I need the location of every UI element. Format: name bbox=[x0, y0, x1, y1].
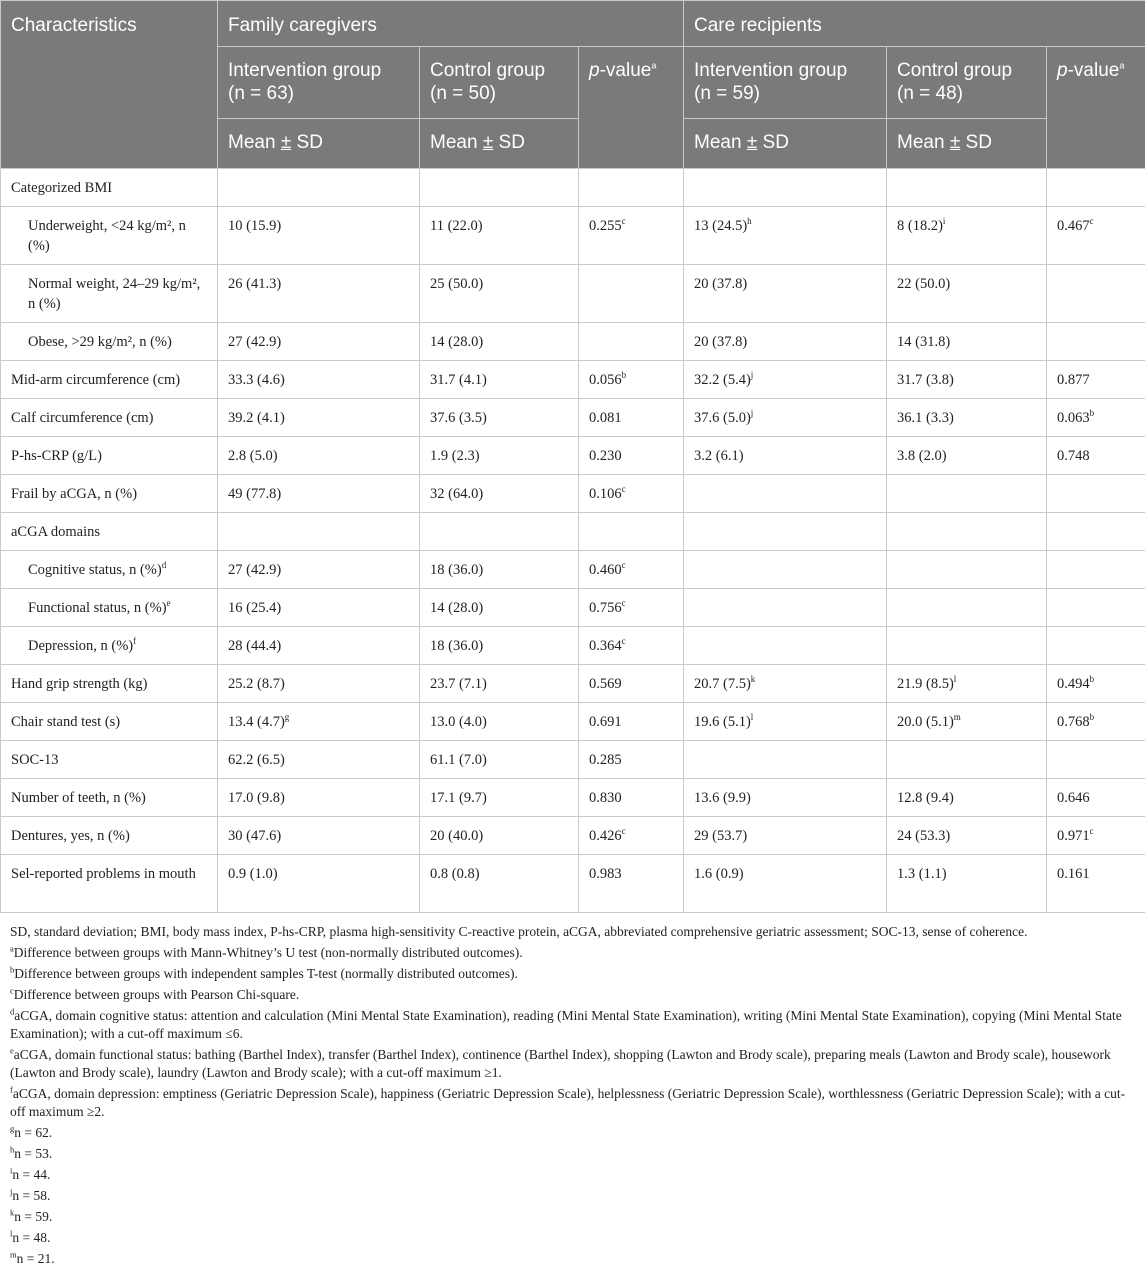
table-row bbox=[1, 513, 1145, 551]
table-cell bbox=[1047, 589, 1145, 627]
table-cell: 22 (50.0) bbox=[887, 265, 1047, 323]
header-mean-sd: Mean ± SD bbox=[420, 119, 579, 169]
table-cell: 29 (53.7) bbox=[684, 817, 887, 855]
table-cell: 12.8 (9.4) bbox=[887, 779, 1047, 817]
table-cell bbox=[684, 741, 887, 779]
table-cell: 20 (37.8) bbox=[684, 265, 887, 323]
row-label: Categorized BMI bbox=[1, 169, 218, 207]
row-label: Calf circumference (cm) bbox=[1, 399, 218, 437]
header-fc-intervention: Intervention group (n = 63) bbox=[218, 47, 420, 119]
table-cell: 1.3 (1.1) bbox=[887, 855, 1047, 913]
table-row bbox=[1, 817, 1145, 855]
header-mean-sd: Mean ± SD bbox=[218, 119, 420, 169]
row-label: aCGA domains bbox=[1, 513, 218, 551]
table-cell bbox=[684, 589, 887, 627]
row-label: Cognitive status, n (%)$^d$ bbox=[1, 551, 218, 589]
footnote-list bbox=[10, 944, 1135, 1268]
table-body bbox=[1, 169, 1145, 913]
table-cell bbox=[1047, 627, 1145, 665]
table-cell bbox=[1047, 265, 1145, 323]
header-family-caregivers: Family caregivers bbox=[218, 1, 684, 47]
table-cell bbox=[579, 169, 684, 207]
table-row bbox=[1, 265, 1145, 323]
table-row bbox=[1, 855, 1145, 913]
table-cell bbox=[1047, 551, 1145, 589]
header-mean-sd: Mean ± SD bbox=[887, 119, 1047, 169]
table-cell bbox=[579, 513, 684, 551]
footnote-item: $^m$n = 21. bbox=[10, 1249, 55, 1266]
table-cell: 0.285 bbox=[579, 741, 684, 779]
table-cell bbox=[684, 475, 887, 513]
header-cr-p-value: p-value$^a$ bbox=[1047, 47, 1145, 169]
table-cell: 19.6 $(5.1)^l$ bbox=[684, 703, 887, 741]
table-cell bbox=[579, 265, 684, 323]
table-cell bbox=[684, 551, 887, 589]
table-cell: 37.6 $(5.0)^j$ bbox=[684, 399, 887, 437]
header-fc-control: Control group (n = 50) bbox=[420, 47, 579, 119]
table-cell: 20.7 $(7.5)^k$ bbox=[684, 665, 887, 703]
row-label: Mid-arm circumference (cm) bbox=[1, 361, 218, 399]
table-cell: 0.364$^c$ bbox=[579, 627, 684, 665]
table-cell bbox=[684, 513, 887, 551]
table-cell bbox=[218, 513, 420, 551]
table-cell: 3.8 (2.0) bbox=[887, 437, 1047, 475]
footnote-item: $^d$aCGA, domain cognitive status: attention and calculation (Mini Mental State Examination), reading (Mini Mental State Examination), writing (Mini Mental State Examination), copying (Mini Mental State Examination); with a cut-off maximum ≤6. bbox=[10, 1006, 1122, 1041]
footnote-item: $^f$aCGA, domain depression: emptiness (Geriatric Depression Scale), happiness (Geriatric Depression Scale), helplessness (Geriatric Depression Scale), worthlessness (Geriatric Depression Scale); with a cut-off maximum ≥2. bbox=[10, 1084, 1126, 1119]
table-cell: 37.6 (3.5) bbox=[420, 399, 579, 437]
table-cell: 33.3 (4.6) bbox=[218, 361, 420, 399]
table-cell bbox=[684, 169, 887, 207]
table-cell bbox=[218, 169, 420, 207]
table-cell: 30 (47.6) bbox=[218, 817, 420, 855]
table-cell: 18 (36.0) bbox=[420, 627, 579, 665]
table-cell: 31.7 (3.8) bbox=[887, 361, 1047, 399]
table-row bbox=[1, 437, 1145, 475]
table-cell bbox=[887, 589, 1047, 627]
table-cell: 16 (25.4) bbox=[218, 589, 420, 627]
table-cell: 62.2 (6.5) bbox=[218, 741, 420, 779]
table-cell: 8 $(18.2)^i$ bbox=[887, 207, 1047, 265]
header-cr-intervention: Intervention group (n = 59) bbox=[684, 47, 887, 119]
row-label: Sel-reported problems in mouth bbox=[1, 855, 218, 913]
row-label: Chair stand test (s) bbox=[1, 703, 218, 741]
table-cell bbox=[579, 323, 684, 361]
table-row bbox=[1, 551, 1145, 589]
table-cell: 11 (22.0) bbox=[420, 207, 579, 265]
table-row bbox=[1, 475, 1145, 513]
table-cell: 0.467$^c$ bbox=[1047, 207, 1145, 265]
table-cell bbox=[887, 475, 1047, 513]
row-label: SOC-13 bbox=[1, 741, 218, 779]
footnote-abbreviations: SD, standard deviation; BMI, body mass index, P-hs-CRP, plasma high-sensitivity C-reactive protein, aCGA, abbreviated comprehensive geriatric assessment; SOC-13, sense of coherence. bbox=[10, 924, 1028, 939]
table-cell: 20.0 $(5.1)^m$ bbox=[887, 703, 1047, 741]
table-cell: 14 (28.0) bbox=[420, 589, 579, 627]
table-cell: 0.691 bbox=[579, 703, 684, 741]
table-row bbox=[1, 779, 1145, 817]
header-cr-control: Control group (n = 48) bbox=[887, 47, 1047, 119]
table-cell: 36.1 (3.3) bbox=[887, 399, 1047, 437]
table-cell: 3.2 (6.1) bbox=[684, 437, 887, 475]
table-cell: 49 (77.8) bbox=[218, 475, 420, 513]
table-cell: 0.768$^b$ bbox=[1047, 703, 1145, 741]
table-cell: 0.426$^c$ bbox=[579, 817, 684, 855]
table-cell: 0.748 bbox=[1047, 437, 1145, 475]
table-cell: 10 (15.9) bbox=[218, 207, 420, 265]
table-footnotes bbox=[0, 913, 1145, 1268]
row-label: P-hs-CRP (g/L) bbox=[1, 437, 218, 475]
table-cell: 39.2 (4.1) bbox=[218, 399, 420, 437]
footnote-item: $^a$Difference between groups with Mann-Whitney’s U test (non-normally distributed outcomes). bbox=[10, 943, 523, 960]
table-cell: 20 (40.0) bbox=[420, 817, 579, 855]
header-characteristics: Characteristics bbox=[1, 1, 218, 169]
table-row bbox=[1, 665, 1145, 703]
table-cell: 0.230 bbox=[579, 437, 684, 475]
table-cell: 1.6 (0.9) bbox=[684, 855, 887, 913]
table-cell bbox=[420, 513, 579, 551]
table-row bbox=[1, 323, 1145, 361]
table-cell bbox=[887, 627, 1047, 665]
row-label: Normal weight, 24–29 kg/m², n (%) bbox=[1, 265, 218, 323]
row-label: Functional status, n (%)$^e$ bbox=[1, 589, 218, 627]
table-cell: 0.460$^c$ bbox=[579, 551, 684, 589]
row-label: Number of teeth, n (%) bbox=[1, 779, 218, 817]
table-cell: 14 (28.0) bbox=[420, 323, 579, 361]
table-cell: 2.8 (5.0) bbox=[218, 437, 420, 475]
table-cell: 0.8 (0.8) bbox=[420, 855, 579, 913]
footnote-item: $^e$aCGA, domain functional status: bathing (Barthel Index), transfer (Barthel Index), continence (Barthel Index), shopping (Lawton and Brody scale), preparing meals (Lawton and Brody scale), housework (Lawton and Brody scale), laundry (Lawton and Brody scale); with a cut-off maximum ≥1. bbox=[10, 1045, 1111, 1080]
header-care-recipients: Care recipients bbox=[684, 1, 1145, 47]
table-cell: 13.4 $(4.7)^g$ bbox=[218, 703, 420, 741]
footnote-item: $^j$n = 58. bbox=[10, 1186, 51, 1203]
table-cell: 0.106$^c$ bbox=[579, 475, 684, 513]
table-cell: 0.081 bbox=[579, 399, 684, 437]
footnote-item: $^c$Difference between groups with Pearson Chi-square. bbox=[10, 985, 300, 1002]
footnote-item: $^k$n = 59. bbox=[10, 1207, 53, 1224]
table-cell: 0.9 (1.0) bbox=[218, 855, 420, 913]
table-row bbox=[1, 627, 1145, 665]
table-cell: 0.756$^c$ bbox=[579, 589, 684, 627]
table-cell: 32 (64.0) bbox=[420, 475, 579, 513]
table-cell bbox=[684, 627, 887, 665]
table-row bbox=[1, 169, 1145, 207]
table-row bbox=[1, 207, 1145, 265]
table-row bbox=[1, 361, 1145, 399]
table-cell: 26 (41.3) bbox=[218, 265, 420, 323]
table-cell: 32.2 $(5.4)^j$ bbox=[684, 361, 887, 399]
footnote-item: $^b$Difference between groups with independent samples T-test (normally distributed outcomes). bbox=[10, 964, 518, 981]
table-cell: 18 (36.0) bbox=[420, 551, 579, 589]
table-cell: 0.063$^b$ bbox=[1047, 399, 1145, 437]
table-cell: 61.1 (7.0) bbox=[420, 741, 579, 779]
table-cell: 0.830 bbox=[579, 779, 684, 817]
footnote-item: $^l$n = 48. bbox=[10, 1228, 51, 1245]
table-cell: 0.161 bbox=[1047, 855, 1145, 913]
table-cell bbox=[887, 513, 1047, 551]
table-cell: 0.983 bbox=[579, 855, 684, 913]
table-cell: 28 (44.4) bbox=[218, 627, 420, 665]
table-cell: 20 (37.8) bbox=[684, 323, 887, 361]
table-cell: 23.7 (7.1) bbox=[420, 665, 579, 703]
table-cell: 27 (42.9) bbox=[218, 323, 420, 361]
table-cell bbox=[420, 169, 579, 207]
footnote-item: $^i$n = 44. bbox=[10, 1165, 51, 1182]
table-row bbox=[1, 589, 1145, 627]
table-cell: 27 (42.9) bbox=[218, 551, 420, 589]
table-cell bbox=[887, 741, 1047, 779]
table-cell bbox=[1047, 513, 1145, 551]
table-row bbox=[1, 741, 1145, 779]
row-label: Hand grip strength (kg) bbox=[1, 665, 218, 703]
table-cell: 0.646 bbox=[1047, 779, 1145, 817]
table-cell: 0.056$^b$ bbox=[579, 361, 684, 399]
table-cell bbox=[1047, 741, 1145, 779]
row-label: Dentures, yes, n (%) bbox=[1, 817, 218, 855]
table-cell: 13.6 (9.9) bbox=[684, 779, 887, 817]
table-cell: 14 (31.8) bbox=[887, 323, 1047, 361]
table-cell: 0.255$^c$ bbox=[579, 207, 684, 265]
header-mean-sd: Mean ± SD bbox=[684, 119, 887, 169]
table-cell: 31.7 (4.1) bbox=[420, 361, 579, 399]
table-cell: 17.0 (9.8) bbox=[218, 779, 420, 817]
table-cell bbox=[1047, 323, 1145, 361]
table-cell bbox=[887, 169, 1047, 207]
table-row bbox=[1, 703, 1145, 741]
table-cell: 0.569 bbox=[579, 665, 684, 703]
header-fc-p-value: p-value$^a$ bbox=[579, 47, 684, 169]
table-cell bbox=[1047, 169, 1145, 207]
row-label: Depression, n (%)$^f$ bbox=[1, 627, 218, 665]
row-label: Underweight, <24 kg/m², n (%) bbox=[1, 207, 218, 265]
table-cell: 25.2 (8.7) bbox=[218, 665, 420, 703]
table-cell: 0.971$^c$ bbox=[1047, 817, 1145, 855]
table-cell bbox=[887, 551, 1047, 589]
table-cell: 13.0 (4.0) bbox=[420, 703, 579, 741]
table-cell: 24 (53.3) bbox=[887, 817, 1047, 855]
table-cell: 13 $(24.5)^h$ bbox=[684, 207, 887, 265]
row-label: Frail by aCGA, n (%) bbox=[1, 475, 218, 513]
table-cell: 21.9 $(8.5)^l$ bbox=[887, 665, 1047, 703]
table-cell: 25 (50.0) bbox=[420, 265, 579, 323]
footnote-item: $^g$n = 62. bbox=[10, 1123, 53, 1140]
table-cell bbox=[1047, 475, 1145, 513]
table-cell: 0.494$^b$ bbox=[1047, 665, 1145, 703]
table-cell: 1.9 (2.3) bbox=[420, 437, 579, 475]
footnote-item: $^h$n = 53. bbox=[10, 1144, 53, 1161]
table-cell: 17.1 (9.7) bbox=[420, 779, 579, 817]
table-row bbox=[1, 399, 1145, 437]
table-cell: 0.877 bbox=[1047, 361, 1145, 399]
row-label: Obese, >29 kg/m², n (%) bbox=[1, 323, 218, 361]
